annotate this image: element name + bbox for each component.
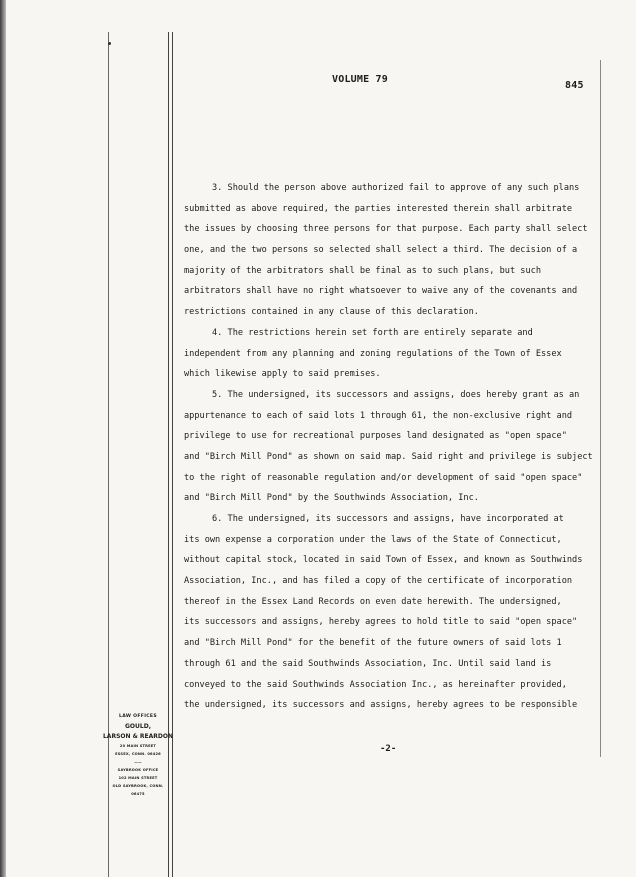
body-line: one, and the two persons so selected shall select a third. The decision of a [184, 245, 578, 256]
body-line: the issues by choosing three persons for that purpose. Each party shall select [184, 224, 588, 235]
body-line: majority of the arbitrators shall be final as to such plans, but such [184, 265, 541, 276]
punch-mark [108, 42, 111, 45]
body-line: through 61 and the said Southwinds Association, Inc. Until said land is [184, 658, 552, 669]
right-margin-rule [600, 60, 601, 757]
body-line: restrictions contained in any clause of this declaration. [184, 307, 479, 318]
branch-address2: OLD SAYBROOK, CONN. [112, 784, 164, 788]
body-line: thereof in the Essex Land Records on even date herewith. The undersigned, [184, 596, 562, 607]
body-line: the undersigned, its successors and assigns, hereby agrees to be responsible [184, 700, 578, 711]
body-line: its successors and assigns, hereby agrees to hold title to said "open space" [184, 617, 578, 628]
body-line: Association, Inc., and has filed a copy of the certificate of incorporation [184, 576, 573, 587]
office-address2: ESSEX, CONN. 06426 [115, 752, 161, 756]
body-line: which likewise apply to said premises. [184, 369, 381, 380]
body-line: conveyed to the said Southwinds Association Inc., as hereinafter provided, [184, 679, 567, 690]
body-line: appurtenance to each of said lots 1 through 61, the non-exclusive right and [184, 410, 573, 421]
branch-zip: 06475 [131, 792, 145, 796]
body-line: 5. The undersigned, its successors and assigns, does hereby grant as an [212, 389, 580, 400]
body-line: submitted as above required, the parties interested therein shall arbitrate [184, 203, 573, 214]
branch-office-heading: SAYBROOK OFFICE [117, 768, 159, 772]
office-address1: 20 MAIN STREET [119, 744, 157, 748]
body-line: independent from any planning and zoning regulations of the Town of Essex [184, 348, 562, 359]
firm-name-line1: GOULD, [125, 723, 151, 730]
body-line: to the right of reasonable regulation and/or development of said "open space" [184, 472, 583, 483]
body-line: 6. The undersigned, its successors and assigns, have incorporated at [212, 514, 564, 524]
body-line: and "Birch Mill Pond" for the benefit of the future owners of said lots 1 [184, 638, 562, 649]
law-office-heading: LAW OFFICES [119, 714, 157, 719]
page-number: 845 [565, 80, 584, 91]
volume-label: VOLUME 79 [332, 74, 388, 85]
body-line: and "Birch Mill Pond" by the Southwinds Association, Inc. [184, 493, 479, 504]
body-line: arbitrators shall have no right whatsoever to waive any of the covenants and [184, 286, 578, 297]
document-body [184, 178, 600, 716]
body-line: privilege to use for recreational purposes land designated as "open space" [184, 431, 567, 442]
firm-name-line2: LARSON & REARDON [102, 733, 174, 740]
scan-edge [0, 0, 6, 877]
branch-address1: 102 MAIN STREET [118, 776, 158, 780]
body-line: 3. Should the person above authorized fail to approve of any such plans [212, 183, 580, 193]
page-footer-number: -2- [380, 744, 397, 754]
law-office-block [88, 712, 188, 798]
body-line: without capital stock, located in said Town of Essex, and known as Southwinds [184, 555, 583, 566]
body-line: 4. The restrictions herein set forth are entirely separate and [212, 327, 533, 338]
body-line: its own expense a corporation under the laws of the State of Connecticut, [184, 534, 562, 545]
office-divider: —— [134, 760, 142, 764]
body-line: and "Birch Mill Pond" as shown on said map. Said right and privilege is subject [184, 451, 593, 462]
